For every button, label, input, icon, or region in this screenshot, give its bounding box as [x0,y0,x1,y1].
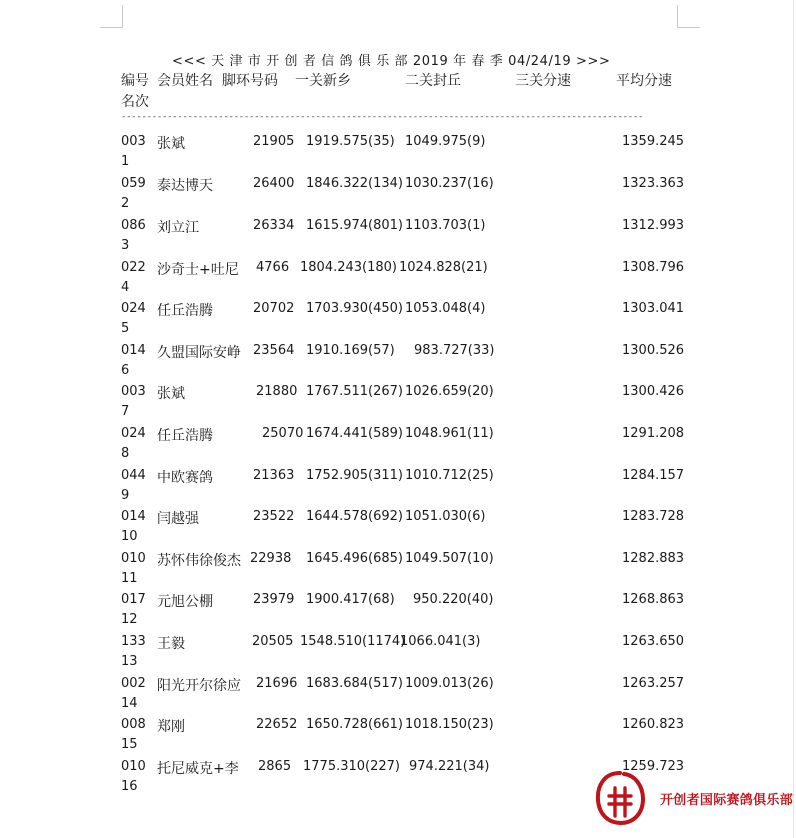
club-seal-logo [594,770,646,826]
cell-member: 刘立江 [157,220,199,236]
cell-rank: 13 [121,654,138,669]
cell-number: 014 [121,509,146,524]
cell-number: 133 [121,634,146,649]
cell-rank: 12 [121,612,138,627]
table-row [0,301,796,343]
cell-member: 久盟国际安峥 [157,345,241,361]
crop-mark-top-right [677,5,700,28]
cell-number: 044 [121,468,146,483]
cell-stage2: 950.220(40) [413,592,494,607]
cell-stage1: 1752.905(311) [306,468,403,483]
cell-rank: 11 [121,571,138,586]
cell-average: 1308.796 [622,260,685,275]
table-row [0,134,796,176]
separator-line: ------------------------------------------------------------------------------------------------------ [121,112,644,122]
cell-stage1: 1548.510(1174) [300,634,406,649]
cell-member: 苏怀伟徐俊杰 [157,553,241,569]
cell-average: 1263.257 [622,676,685,691]
cell-member: 闫越强 [157,511,199,527]
cell-ring: 21696 [256,676,298,691]
cell-average: 1283.728 [622,509,685,524]
header-number: 编号 [121,73,149,89]
cell-stage1: 1644.578(692) [306,509,403,524]
cell-member: 任丘浩腾 [157,428,213,444]
cell-average: 1300.526 [622,343,685,358]
cell-ring: 23522 [253,509,295,524]
table-row [0,676,796,718]
cell-stage1: 1804.243(180) [300,260,397,275]
cell-number: 002 [121,676,146,691]
cell-member: 张斌 [157,386,185,402]
cell-stage2: 974.221(34) [409,759,490,774]
cell-number: 086 [121,218,146,233]
cell-stage2: 1103.703(1) [405,218,486,233]
cell-number: 024 [121,426,146,441]
cell-stage2: 1010.712(25) [405,468,494,483]
table-row [0,260,796,302]
table-row [0,551,796,593]
table-row [0,717,796,759]
club-watermark [590,770,794,830]
cell-member: 张斌 [157,136,185,152]
cell-stage1: 1674.441(589) [306,426,403,441]
cell-member: 元旭公棚 [157,594,213,610]
cell-stage2: 1066.041(3) [400,634,481,649]
cell-rank: 1 [121,154,130,169]
cell-rank: 4 [121,280,130,295]
table-row [0,468,796,510]
page-title: <<< 天 津 市 开 创 者 信 鸽 俱 乐 部 2019 年 春 季 04/24/19 >>> [172,54,611,69]
header-ring: 脚环号码 [222,73,278,89]
table-row [0,343,796,385]
cell-stage2: 1049.507(10) [405,551,494,566]
cell-number: 008 [121,717,146,732]
cell-average: 1282.883 [622,551,685,566]
cell-ring: 4766 [256,260,290,275]
cell-number: 014 [121,343,146,358]
cell-rank: 14 [121,696,138,711]
table-row [0,426,796,468]
header-average: 平均分速 [616,73,672,89]
cell-stage2: 1018.150(23) [405,717,494,732]
cell-stage1: 1645.496(685) [306,551,403,566]
cell-member: 任丘浩腾 [157,303,213,319]
cell-ring: 20505 [252,634,294,649]
cell-rank: 16 [121,779,138,794]
cell-average: 1284.157 [622,468,685,483]
cell-stage2: 1030.237(16) [405,176,494,191]
cell-stage1: 1910.169(57) [306,343,395,358]
cell-rank: 15 [121,737,138,752]
cell-rank: 6 [121,363,130,378]
cell-ring: 26400 [253,176,295,191]
cell-member: 中欧赛鸽 [157,470,213,486]
cell-stage2: 1026.659(20) [405,384,494,399]
cell-rank: 10 [121,529,138,544]
cell-ring: 21363 [253,468,295,483]
cell-number: 022 [121,260,146,275]
table-row [0,592,796,634]
cell-stage1: 1615.974(801) [306,218,403,233]
header-stage3: 三关分速 [515,73,571,89]
cell-stage2: 1053.048(4) [405,301,486,316]
header-member: 会员姓名 [157,73,213,89]
cell-rank: 2 [121,196,130,211]
cell-ring: 20702 [253,301,295,316]
header-stage1: 一关新乡 [295,73,351,89]
cell-average: 1300.426 [622,384,685,399]
cell-ring: 2865 [258,759,292,774]
cell-average: 1268.863 [622,592,685,607]
cell-stage1: 1650.728(661) [306,717,403,732]
club-name-watermark: 开创者国际赛鸽俱乐部 [660,793,794,808]
cell-average: 1303.041 [622,301,685,316]
cell-member: 王毅 [157,636,185,652]
cell-member: 郑刚 [157,719,185,735]
cell-member: 沙奇士+吐尼 [157,262,239,278]
cell-rank: 3 [121,238,130,253]
cell-average: 1359.245 [622,134,685,149]
cell-stage1: 1703.930(450) [306,301,403,316]
crop-mark-top-left [100,5,123,28]
cell-ring: 23979 [253,592,295,607]
cell-stage1: 1900.417(68) [306,592,395,607]
cell-member: 托尼威克+李 [157,761,239,777]
cell-number: 003 [121,134,146,149]
cell-member: 阳光开尔徐应 [157,678,241,694]
cell-stage1: 1846.322(134) [306,176,403,191]
cell-stage1: 1775.310(227) [303,759,400,774]
cell-rank: 9 [121,488,130,503]
header-rank: 名次 [121,94,149,110]
cell-stage2: 1048.961(11) [405,426,494,441]
cell-stage1: 1767.511(267) [306,384,403,399]
cell-rank: 5 [121,321,130,336]
cell-average: 1323.363 [622,176,685,191]
cell-average: 1291.208 [622,426,685,441]
cell-number: 010 [121,551,146,566]
table-row [0,509,796,551]
cell-ring: 22652 [256,717,298,732]
cell-stage2: 1024.828(21) [399,260,488,275]
cell-stage1: 1683.684(517) [306,676,403,691]
cell-stage1: 1919.575(35) [306,134,395,149]
cell-rank: 7 [121,404,130,419]
cell-rank: 8 [121,446,130,461]
cell-stage2: 1051.030(6) [405,509,486,524]
cell-ring: 25070 [262,426,304,441]
cell-ring: 21905 [253,134,295,149]
cell-average: 1259.723 [622,759,685,774]
cell-ring: 21880 [256,384,298,399]
cell-average: 1263.650 [622,634,685,649]
header-stage2: 二关封丘 [405,73,461,89]
cell-ring: 26334 [253,218,295,233]
cell-stage2: 983.727(33) [414,343,495,358]
table-row [0,218,796,260]
cell-number: 017 [121,592,146,607]
cell-stage2: 1049.975(9) [405,134,486,149]
cell-number: 024 [121,301,146,316]
cell-member: 泰达博天 [157,178,213,194]
cell-stage2: 1009.013(26) [405,676,494,691]
cell-number: 003 [121,384,146,399]
table-row [0,176,796,218]
cell-average: 1312.993 [622,218,685,233]
cell-average: 1260.823 [622,717,685,732]
table-row [0,384,796,426]
cell-ring: 23564 [253,343,295,358]
cell-number: 010 [121,759,146,774]
cell-ring: 22938 [250,551,292,566]
table-row [0,634,796,676]
cell-number: 059 [121,176,146,191]
